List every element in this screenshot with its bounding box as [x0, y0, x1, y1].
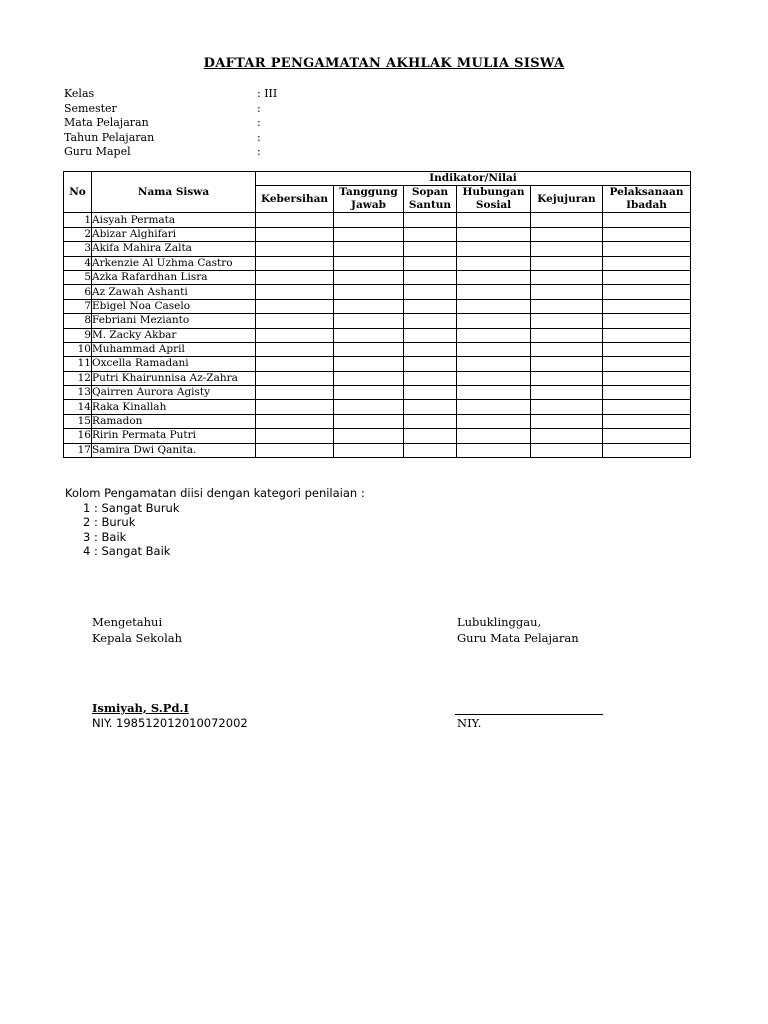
row-number: 3 — [64, 242, 92, 256]
table-row — [64, 213, 691, 227]
legend-item: 3 : Baik — [83, 529, 127, 544]
score-cell[interactable] — [457, 328, 531, 342]
student-name: Samira Dwi Qanita. — [92, 443, 256, 457]
score-cell[interactable] — [531, 270, 603, 284]
student-name: Akifa Mahira Zalta — [92, 242, 256, 256]
col-name-header: Nama Siswa — [92, 172, 256, 213]
student-name: Raka Kinallah — [92, 400, 256, 414]
student-name: Qairren Aurora Agisty — [92, 386, 256, 400]
table-row — [64, 357, 691, 371]
table-row — [64, 342, 691, 356]
score-cell[interactable] — [603, 371, 691, 385]
score-cell[interactable] — [603, 414, 691, 428]
score-cell[interactable] — [256, 270, 334, 284]
col-hubungan-sosial: Hubungan Sosial — [457, 186, 531, 213]
row-number: 10 — [64, 342, 92, 356]
col-tanggung-jawab: Tanggung Jawab — [334, 186, 404, 213]
score-cell[interactable] — [404, 342, 457, 356]
score-cell[interactable] — [531, 443, 603, 457]
signature-line — [455, 714, 603, 715]
signature-right — [457, 614, 579, 646]
score-cell[interactable] — [531, 299, 603, 313]
score-cell[interactable] — [334, 328, 404, 342]
row-number: 15 — [64, 414, 92, 428]
col-pelaksanaan-ibadah: Pelaksanaan Ibadah — [603, 186, 691, 213]
score-cell[interactable] — [404, 299, 457, 313]
row-number: 7 — [64, 299, 92, 313]
score-cell[interactable] — [457, 414, 531, 428]
score-cell[interactable] — [457, 242, 531, 256]
score-cell[interactable] — [457, 429, 531, 443]
score-cell[interactable] — [457, 357, 531, 371]
score-cell[interactable] — [404, 386, 457, 400]
score-cell[interactable] — [334, 429, 404, 443]
table-row — [64, 414, 691, 428]
score-cell[interactable] — [531, 256, 603, 270]
score-cell[interactable] — [457, 400, 531, 414]
score-cell[interactable] — [531, 242, 603, 256]
meta-row-kelas: Kelas : III — [64, 87, 278, 100]
table-row — [64, 371, 691, 385]
score-cell[interactable] — [334, 443, 404, 457]
score-cell[interactable] — [256, 371, 334, 385]
table-row — [64, 256, 691, 270]
legend — [65, 486, 365, 559]
score-cell[interactable] — [334, 256, 404, 270]
table-row — [64, 429, 691, 443]
row-number: 8 — [64, 314, 92, 328]
col-sopan-santun: Sopan Santun — [404, 186, 457, 213]
score-cell[interactable] — [603, 443, 691, 457]
row-number: 14 — [64, 400, 92, 414]
signature-left — [92, 614, 182, 646]
row-number: 11 — [64, 357, 92, 371]
student-name: Ramadon — [92, 414, 256, 428]
score-cell[interactable] — [457, 386, 531, 400]
student-name: Putri Khairunnisa Az-Zahra — [92, 371, 256, 385]
observation-table — [63, 171, 691, 458]
row-number: 12 — [64, 371, 92, 385]
sig-left-line1: Mengetahui — [92, 615, 163, 629]
score-cell[interactable] — [256, 299, 334, 313]
score-cell[interactable] — [531, 371, 603, 385]
score-cell[interactable] — [334, 414, 404, 428]
student-name: Ebigel Noa Caselo — [92, 299, 256, 313]
score-cell[interactable] — [334, 227, 404, 241]
score-cell[interactable] — [404, 256, 457, 270]
student-name: Oxcella Ramadani — [92, 357, 256, 371]
score-cell[interactable] — [457, 443, 531, 457]
score-cell[interactable] — [404, 270, 457, 284]
sig-right-line1: Lubuklinggau, — [457, 615, 542, 629]
score-cell[interactable] — [603, 213, 691, 227]
score-cell[interactable] — [334, 386, 404, 400]
meta-row-guru-mapel: Guru Mapel : — [64, 145, 261, 159]
legend-heading: Kolom Pengamatan diisi dengan kategori penilaian : — [65, 486, 365, 500]
sig-left-line2: Kepala Sekolah — [92, 631, 183, 645]
score-cell[interactable] — [603, 357, 691, 371]
score-cell[interactable] — [457, 285, 531, 299]
score-cell[interactable] — [531, 357, 603, 371]
col-no-header: No — [64, 172, 92, 213]
score-cell[interactable] — [256, 342, 334, 356]
col-kebersihan: Kebersihan — [256, 186, 334, 213]
score-cell[interactable] — [256, 227, 334, 241]
score-cell[interactable] — [457, 299, 531, 313]
score-cell[interactable] — [256, 328, 334, 342]
score-cell[interactable] — [603, 429, 691, 443]
row-number: 4 — [64, 256, 92, 270]
student-name: Azka Rafardhan Lisra — [92, 270, 256, 284]
score-cell[interactable] — [603, 227, 691, 241]
student-name: Aisyah Permata — [92, 213, 256, 227]
score-cell[interactable] — [256, 400, 334, 414]
legend-item: 2 : Buruk — [83, 515, 136, 529]
score-cell[interactable] — [404, 357, 457, 371]
score-cell[interactable] — [404, 227, 457, 241]
score-cell[interactable] — [457, 342, 531, 356]
row-number: 9 — [64, 328, 92, 342]
row-number: 2 — [64, 227, 92, 241]
score-cell[interactable] — [404, 414, 457, 428]
meta-row-semester: Semester : — [64, 101, 261, 115]
row-number: 17 — [64, 443, 92, 457]
row-number: 13 — [64, 386, 92, 400]
score-cell[interactable] — [334, 357, 404, 371]
score-cell[interactable] — [334, 299, 404, 313]
score-cell[interactable] — [256, 414, 334, 428]
score-cell[interactable] — [603, 400, 691, 414]
score-cell[interactable] — [256, 256, 334, 270]
score-cell[interactable] — [256, 242, 334, 256]
score-cell[interactable] — [603, 314, 691, 328]
table-row — [64, 299, 691, 313]
score-cell[interactable] — [404, 400, 457, 414]
score-cell[interactable] — [256, 314, 334, 328]
student-name: Abizar Alghifari — [92, 227, 256, 241]
indicator-group-header: Indikator/Nilai — [256, 172, 691, 186]
score-cell[interactable] — [531, 285, 603, 299]
score-cell[interactable] — [531, 328, 603, 342]
score-cell[interactable] — [334, 371, 404, 385]
score-cell[interactable] — [334, 270, 404, 284]
score-cell[interactable] — [334, 314, 404, 328]
score-cell[interactable] — [603, 270, 691, 284]
score-cell[interactable] — [334, 400, 404, 414]
score-cell[interactable] — [256, 357, 334, 371]
row-number: 1 — [64, 213, 92, 227]
score-cell[interactable] — [531, 227, 603, 241]
row-number: 6 — [64, 285, 92, 299]
student-name: Muhammad April — [92, 342, 256, 356]
score-cell[interactable] — [531, 400, 603, 414]
table-row — [64, 443, 691, 457]
principal-niy: NIY. 198512012010072002 — [92, 716, 248, 730]
score-cell[interactable] — [334, 242, 404, 256]
table-row — [64, 242, 691, 256]
score-cell[interactable] — [334, 285, 404, 299]
score-cell[interactable] — [256, 386, 334, 400]
score-cell[interactable] — [531, 342, 603, 356]
score-cell[interactable] — [404, 429, 457, 443]
score-cell[interactable] — [531, 386, 603, 400]
score-cell[interactable] — [603, 285, 691, 299]
meta-info — [64, 87, 364, 160]
score-cell[interactable] — [457, 256, 531, 270]
table-row — [64, 285, 691, 299]
table-row — [64, 314, 691, 328]
score-cell[interactable] — [256, 213, 334, 227]
col-kejujuran: Kejujuran — [531, 186, 603, 213]
score-cell[interactable] — [457, 227, 531, 241]
score-cell[interactable] — [603, 342, 691, 356]
row-number: 16 — [64, 429, 92, 443]
table-row — [64, 227, 691, 241]
score-cell[interactable] — [603, 242, 691, 256]
table-row — [64, 328, 691, 342]
score-cell[interactable] — [334, 213, 404, 227]
score-cell[interactable] — [334, 342, 404, 356]
score-cell[interactable] — [256, 443, 334, 457]
score-cell[interactable] — [531, 213, 603, 227]
score-cell[interactable] — [531, 314, 603, 328]
legend-item: 1 : Sangat Buruk — [83, 500, 180, 515]
meta-row-tahun-pelajaran: Tahun Pelajaran : — [64, 130, 261, 144]
principal-name: Ismiyah, S.Pd.I — [92, 701, 189, 715]
score-cell[interactable] — [603, 299, 691, 313]
score-cell[interactable] — [457, 371, 531, 385]
page-title: DAFTAR PENGAMATAN AKHLAK MULIA SISWA — [203, 56, 565, 71]
sig-right-line2: Guru Mata Pelajaran — [457, 631, 579, 645]
score-cell[interactable] — [404, 285, 457, 299]
score-cell[interactable] — [531, 429, 603, 443]
table-row — [64, 400, 691, 414]
student-name: M. Zacky Akbar — [92, 328, 256, 342]
table-row — [64, 270, 691, 284]
teacher-niy: NIY. — [457, 716, 482, 730]
score-cell[interactable] — [256, 429, 334, 443]
score-cell[interactable] — [404, 443, 457, 457]
score-cell[interactable] — [457, 213, 531, 227]
student-name: Arkenzie Al Uzhma Castro — [92, 256, 256, 270]
score-cell[interactable] — [603, 386, 691, 400]
score-cell[interactable] — [603, 328, 691, 342]
table-row — [64, 386, 691, 400]
score-cell[interactable] — [404, 242, 457, 256]
score-cell[interactable] — [404, 328, 457, 342]
score-cell[interactable] — [531, 414, 603, 428]
score-cell[interactable] — [404, 213, 457, 227]
score-cell[interactable] — [603, 256, 691, 270]
student-name: Ririn Permata Putri — [92, 429, 256, 443]
score-cell[interactable] — [457, 314, 531, 328]
row-number: 5 — [64, 270, 92, 284]
student-name: Az Zawah Ashanti — [92, 285, 256, 299]
score-cell[interactable] — [457, 270, 531, 284]
legend-item: 4 : Sangat Baik — [83, 544, 171, 558]
score-cell[interactable] — [256, 285, 334, 299]
student-name: Febriani Mezianto — [92, 314, 256, 328]
meta-row-mata-pelajaran: Mata Pelajaran : — [64, 116, 261, 130]
score-cell[interactable] — [404, 314, 457, 328]
score-cell[interactable] — [404, 371, 457, 385]
